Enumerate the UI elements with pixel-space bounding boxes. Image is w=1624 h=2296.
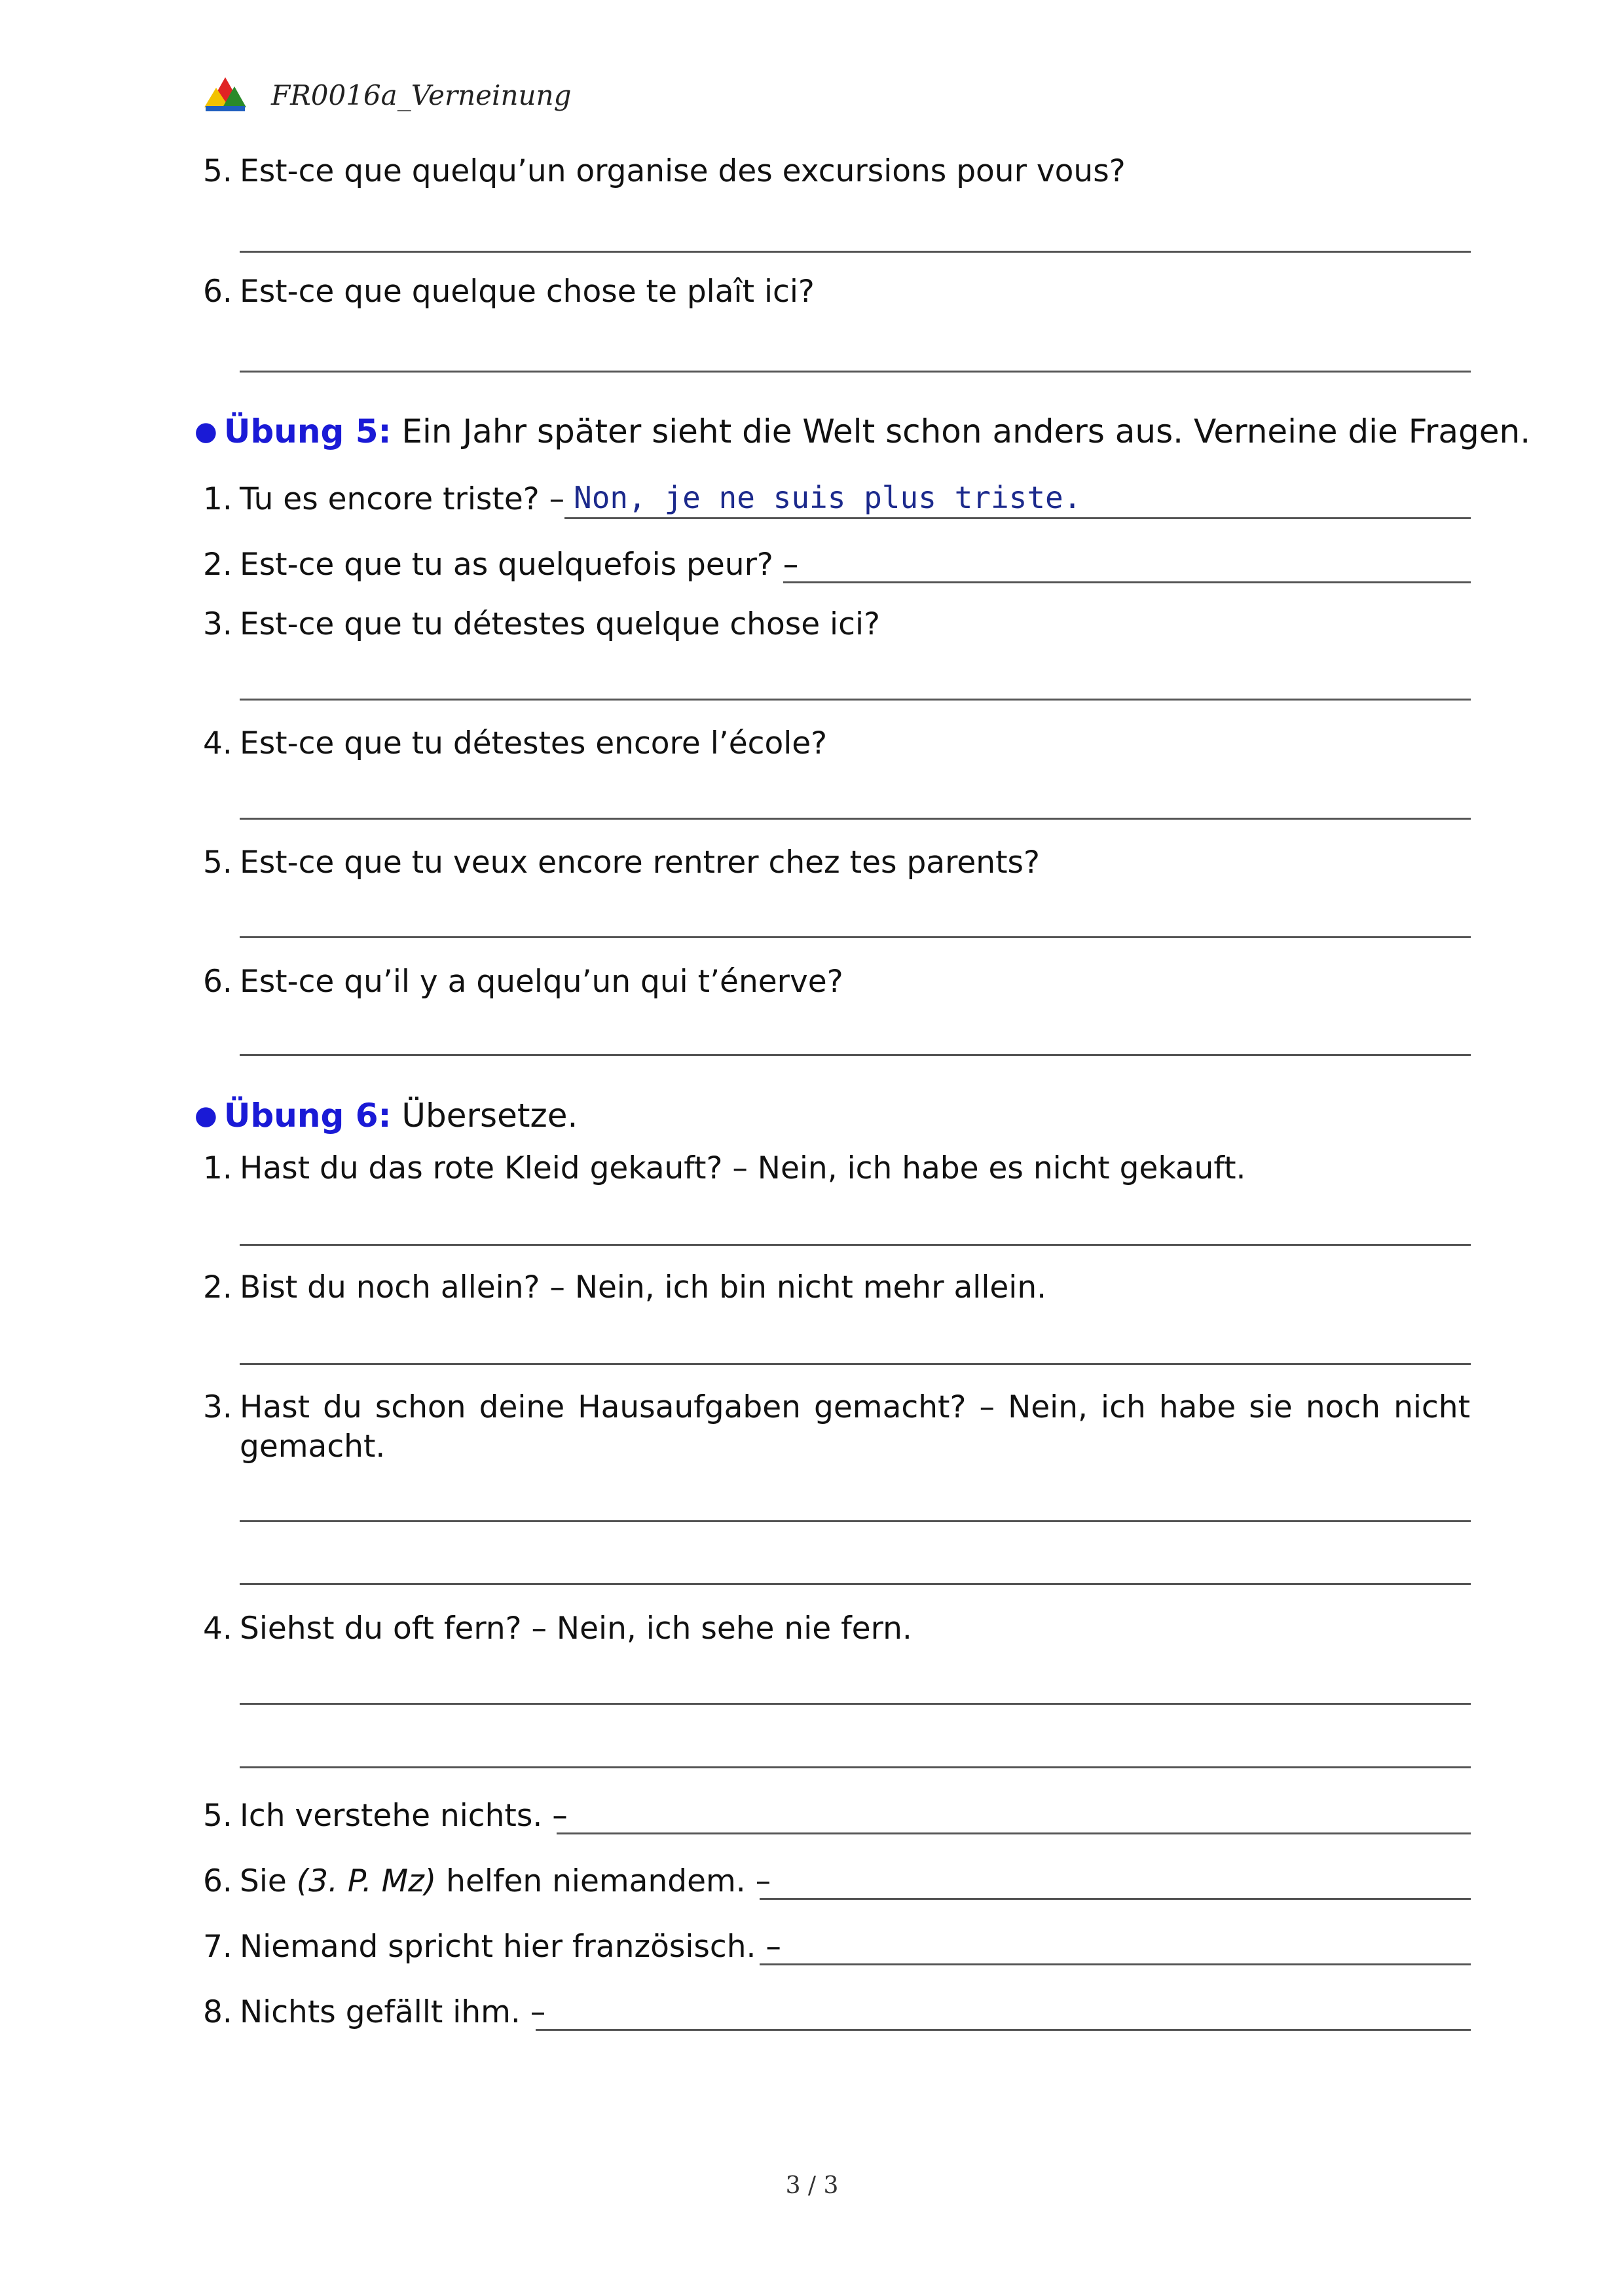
answer-line[interactable] [240,1766,1471,1768]
question-top-5: 5. Est-ce que quelqu’un organise des excursions pour vous? [203,153,1126,189]
answer-line[interactable] [783,581,1471,583]
bullet-icon: ● [194,416,217,446]
answer-line[interactable] [240,699,1471,701]
document-title: FR0016a_Verneinung [271,79,572,111]
exercise-5-question-5: 5. Est-ce que tu veux encore rentrer chez tes parents? [203,845,1040,881]
answer-line[interactable] [536,2029,1471,2031]
answer-line[interactable] [240,1703,1471,1705]
exercise-6-question-7: 7. Niemand spricht hier französisch. – [203,1929,781,1965]
answer-line[interactable] [240,818,1471,820]
exercise-6-question-8: 8. Nichts gefällt ihm. – [203,1994,546,2030]
exercise-6-question-4: 4. Siehst du oft fern? – Nein, ich sehe nie fern. [203,1611,912,1647]
answer-line[interactable] [760,1963,1471,1965]
answer-line[interactable] [557,1832,1471,1834]
answer-line[interactable] [240,251,1471,253]
exercise-6-question-2: 2. Bist du noch allein? – Nein, ich bin nicht mehr allein. [203,1269,1047,1305]
answer-line[interactable] [564,517,1471,519]
answer-line[interactable] [240,936,1471,938]
answer-line[interactable] [240,1363,1471,1365]
exercise-6-heading: ● Übung 6: Übersetze. [194,1097,578,1135]
handwritten-answer: Non, je ne suis plus triste. [574,480,1082,515]
exercise-6-question-6: 6. Sie (3. P. Mz) helfen niemandem. – [203,1863,771,1899]
answer-line[interactable] [240,1583,1471,1585]
answer-line[interactable] [240,1054,1471,1056]
exercise-5-question-3: 3. Est-ce que tu détestes quelque chose ici? [203,606,880,642]
exercise-5-question-1: 1. Tu es encore triste? – [203,481,565,517]
exercise-5-question-6: 6. Est-ce qu’il y a quelqu’un qui t’énerve? [203,964,843,1000]
page-header [203,69,571,121]
exercise-5-heading: ● Übung 5: Ein Jahr später sieht die Welt schon anders aus. Verneine die Fragen. [194,412,1531,450]
question-top-6: 6. Est-ce que quelque chose te plaît ici? [203,274,815,310]
answer-line[interactable] [240,1520,1471,1522]
answer-line[interactable] [240,1244,1471,1246]
answer-line[interactable] [760,1898,1471,1900]
exercise-6-question-3: 3. Hast du schon deine Hausaufgaben gemacht? – Nein, ich habe sie noch nicht gemacht. [203,1389,1470,1465]
mountain-logo-icon [203,76,248,114]
bullet-icon: ● [194,1101,217,1131]
exercise-5-question-4: 4. Est-ce que tu détestes encore l’école? [203,725,828,761]
page-number: 3 / 3 [785,2172,839,2199]
exercise-5-question-2: 2. Est-ce que tu as quelquefois peur? – [203,547,799,583]
exercise-6-question-5: 5. Ich verstehe nichts. – [203,1798,568,1834]
answer-line[interactable] [240,371,1471,373]
exercise-6-question-1: 1. Hast du das rote Kleid gekauft? – Nein, ich habe es nicht gekauft. [203,1150,1246,1186]
